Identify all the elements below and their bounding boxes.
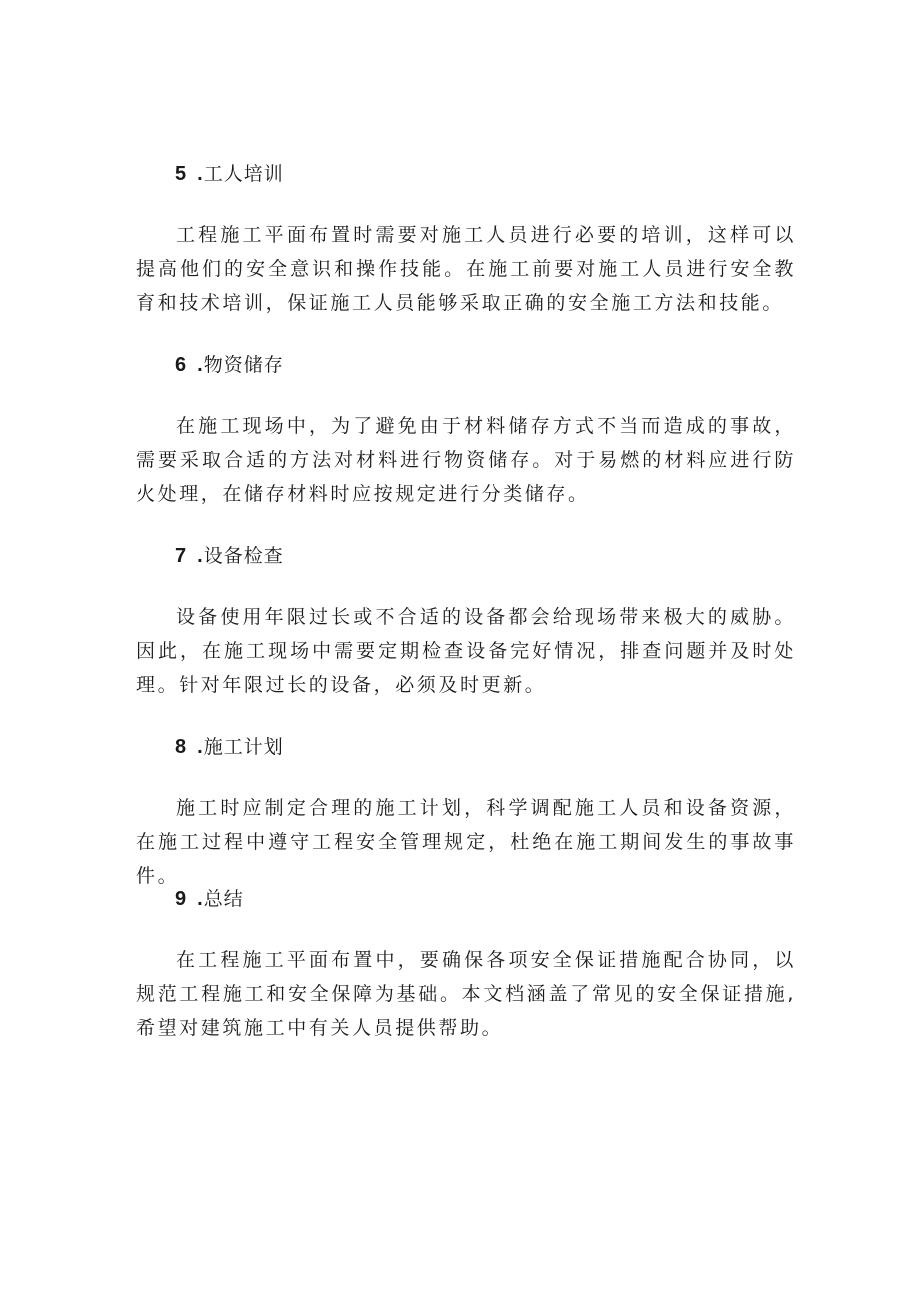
section-number: 6 (175, 354, 188, 376)
section-title: 物资储存 (203, 354, 284, 376)
section-number: 8 (175, 736, 188, 758)
section-number: 5 (175, 163, 188, 185)
section-number-dot: . (197, 545, 204, 567)
section-summary (136, 883, 796, 1045)
section-paragraph: 在工程施工平面布置中，要确保各项安全保证措施配合协同，以规范工程施工和安全保障为基础。本文档涵盖了常见的安全保证措施,希望对建筑施工中有关人员提供帮助。 (136, 949, 796, 1039)
section-heading (175, 731, 796, 763)
section-title: 工人培训 (203, 163, 284, 185)
section-number-dot: . (197, 163, 204, 185)
section-equipment-inspection (136, 540, 796, 702)
section-number-dot: . (197, 888, 204, 910)
section-paragraph: 设备使用年限过长或不合适的设备都会给现场带来极大的威胁。因此，在施工现场中需要定期检查设备完好情况，排查问题并及时处理。针对年限过长的设备，必须及时更新。 (136, 606, 796, 696)
section-title: 总结 (203, 888, 244, 910)
section-construction-plan (136, 731, 796, 893)
section-number-dot: . (197, 736, 204, 758)
section-worker-training (136, 158, 796, 320)
section-number: 9 (175, 888, 188, 910)
section-heading (175, 158, 796, 190)
section-paragraph: 施工时应制定合理的施工计划，科学调配施工人员和设备资源，在施工过程中遵守工程安全管理规定，杜绝在施工期间发生的事故事件。 (136, 797, 796, 887)
section-title: 施工计划 (203, 736, 284, 758)
section-heading (175, 540, 796, 572)
section-number: 7 (175, 545, 188, 567)
section-heading (175, 883, 796, 915)
section-paragraph: 在施工现场中，为了避免由于材料储存方式不当而造成的事故，需要采取合适的方法对材料进行物资储存。对于易燃的材料应进行防火处理，在储存材料时应按规定进行分类储存。 (136, 415, 796, 505)
section-heading (175, 349, 796, 381)
section-paragraph: 工程施工平面布置时需要对施工人员进行必要的培训，这样可以提高他们的安全意识和操作技能。在施工前要对施工人员进行安全教育和技术培训，保证施工人员能够采取正确的安全施工方法和技能。 (136, 224, 796, 314)
section-title: 设备检查 (203, 545, 284, 567)
section-material-storage (136, 349, 796, 511)
section-number-dot: . (197, 354, 204, 376)
